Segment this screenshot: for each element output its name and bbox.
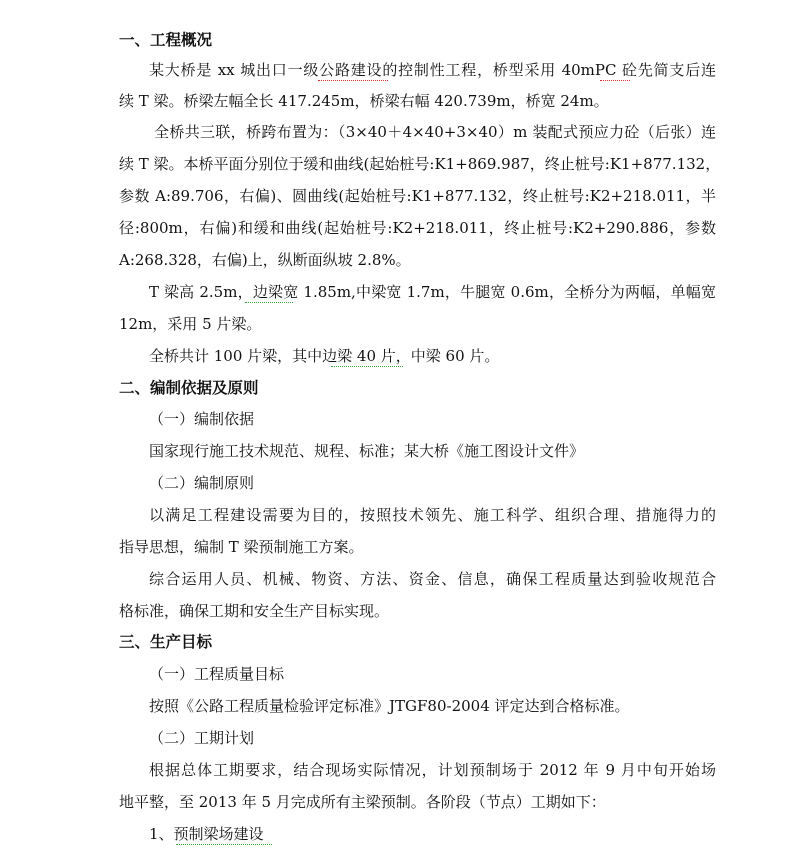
spellcheck-underline — [318, 77, 388, 81]
section-heading-1: 一、工程概况 — [119, 31, 213, 49]
grammar-underline — [331, 363, 403, 367]
s3-sub1-text: 按照《公路工程质量检验评定标准》JTGF80-2004 评定达到合格标准。 — [149, 697, 630, 715]
s2-p2-line2: 格标准，确保工期和安全生产目标实现。 — [119, 602, 390, 620]
s1-p2-line5: A:268.328，右偏)上，纵断面纵坡 2.8%。 — [119, 251, 411, 269]
spellcheck-underline — [600, 77, 630, 81]
grammar-underline — [176, 841, 272, 845]
grammar-underline — [245, 299, 293, 303]
s2-p1-line2: 指导思想，编制 T 梁预制施工方案。 — [119, 538, 364, 556]
s1-p2-line1: 全桥共三联，桥跨布置为：（3×40＋4×40+3×40）m 装配式预应力砼（后张）连 — [149, 123, 716, 141]
s1-p4: 全桥共计 100 片梁，其中边梁 40 片，中梁 60 片。 — [149, 347, 500, 365]
s3-p1-line1: 根据总体工期要求，结合现场实际情况，计划预制场于 2012 年 9 月中旬开始场 — [149, 761, 716, 779]
s3-subheading-1: （一）工程质量目标 — [149, 665, 285, 683]
s1-p2-line4: 径:800m，右偏)和缓和曲线(起始桩号:K2+218.011，终止桩号:K2+290.886，参数 — [119, 219, 716, 237]
s1-p1-line2: 续 T 梁。桥梁左幅全长 417.245m，桥梁右幅 420.739m，桥宽 24m。 — [119, 92, 609, 110]
s1-p1-line1: 某大桥是 xx 城出口一级公路建设的控制性工程，桥型采用 40mPC 砼先简支后连 — [149, 61, 716, 79]
s1-p2-line2: 续 T 梁。本桥平面分别位于缓和曲线(起始桩号:K1+869.987，终止桩号:K1+877.132， — [119, 155, 721, 173]
section-heading-3: 三、生产目标 — [119, 633, 213, 651]
s2-p2-line1: 综合运用人员、机械、物资、方法、资金、信息，确保工程质量达到验收规范合 — [149, 570, 716, 588]
s2-p1-line1: 以满足工程建设需要为目的，按照技术领先、施工科学、组织合理、措施得力的 — [149, 506, 716, 524]
s1-p2-line3: 参数 A:89.706，右偏)、圆曲线(起始桩号:K1+877.132，终止桩号:K2+218.011，半 — [119, 187, 716, 205]
s2-sub1-text: 国家现行施工技术规范、规程、标准；某大桥《施工图设计文件》 — [149, 442, 585, 460]
s3-item-1: 1、预制梁场建设 — [149, 825, 264, 843]
s2-subheading-1: （一）编制依据 — [149, 410, 255, 428]
section-heading-2: 二、编制依据及原则 — [119, 379, 259, 397]
s1-p3-line2: 12m，采用 5 片梁。 — [119, 315, 262, 333]
s3-subheading-2: （二）工期计划 — [149, 729, 255, 747]
s3-p1-line2: 地平整，至 2013 年 5 月完成所有主梁预制。各阶段（节点）工期如下： — [119, 793, 606, 811]
s1-p3-line1: T 梁高 2.5m，边梁宽 1.85m,中梁宽 1.7m，牛腿宽 0.6m，全桥分为两幅，单幅宽 — [149, 283, 716, 301]
s2-subheading-2: （二）编制原则 — [149, 474, 255, 492]
